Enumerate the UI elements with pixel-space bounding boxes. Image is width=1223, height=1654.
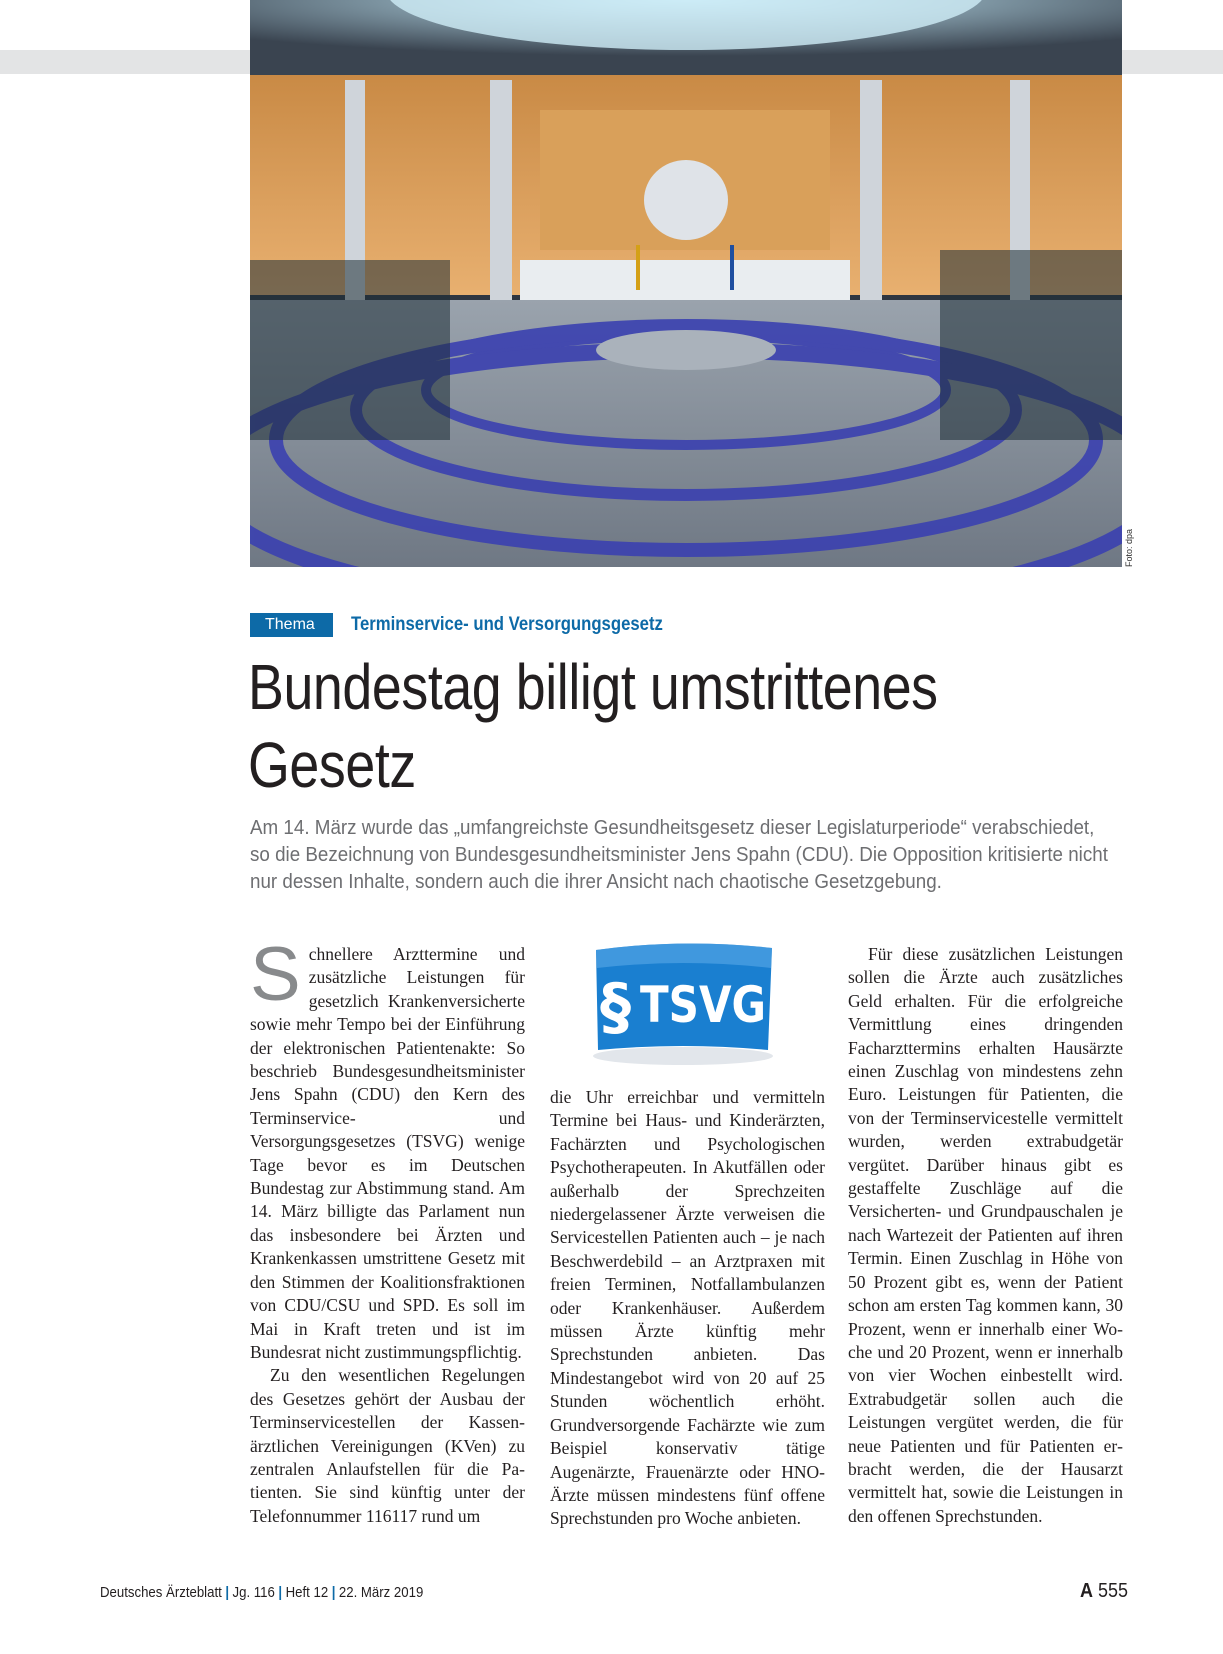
logo-text: TSVG xyxy=(640,976,766,1034)
kicker: Terminservice- und Versorgungsgesetz xyxy=(351,614,663,635)
lead-paragraph: Am 14. März wurde das „umfangreichste Gesundheitsgesetz dieser Legislaturperiode“ verabschiedet, so die Bezeichnung von Bundesgesundheitsminister Jens Spahn (CDU). Die Opposition kritisierte nicht nur dessen Inhalte, sondern auch die ihrer Ansicht nach chaotische Gesetzgebung. xyxy=(250,817,1108,893)
journal-issue: Heft 12 xyxy=(285,1584,329,1601)
bundestag-plenary-photo xyxy=(250,0,1122,567)
paragraph: Zu den wesentlichen Regelungen des Gesetzes gehört der Ausbau der Terminservicestellen der Kassenärztlichen Vereinigungen (KVen) zu zentralen Anlaufstellen für die Patienten. Sie sind künftig unter der Telefonnummer 116117 rund um xyxy=(250,1365,525,1526)
body-column-1 xyxy=(250,932,525,1528)
kicker-row xyxy=(250,613,705,637)
plenary-illustration xyxy=(250,0,1122,567)
tsvg-logo xyxy=(578,938,788,1070)
page-number xyxy=(1080,1580,1128,1603)
body-column-2 xyxy=(550,1086,825,1531)
paragraph xyxy=(250,932,525,1364)
journal-date: 22. März 2019 xyxy=(338,1584,424,1601)
headline: Bundestag billigt umstrittenes Gesetz xyxy=(248,651,938,801)
photo-credit: Foto: dpa xyxy=(1124,528,1134,567)
header-band-left xyxy=(0,50,250,74)
dropcap: S xyxy=(250,932,301,1017)
tsvg-logo-graphic xyxy=(578,938,788,1070)
page-number-value: 555 xyxy=(1098,1580,1129,1602)
page-prefix: A xyxy=(1080,1580,1094,1602)
journal-volume: Jg. 116 xyxy=(232,1584,275,1601)
paragraph-text: chnellere Arzttermine und zusätzliche Leistungen für gesetzlich Krankenversicherte sowie mehr Tempo bei der Einführung der elektronischen Patientenakte: So beschrieb Bundesgesundheitsminister Jens Spahn (CDU) den Kern des Terminservice- und Versorgungsgesetzes (TSVG) wenige Tage bevor es im Deutschen Bundestag zur Abstimmung stand. Am 14. März billigte das Parlament nun das insbesondere bei Ärzten und Krankenkassen umstrittene Gesetz mit den Stimmen der Koalitionsfraktionen von CDU/CSU und SPD. Es soll im Mai in Kraft treten und ist im Bundesrat nicht zustimmungspflichtig. xyxy=(250,944,525,1362)
journal-name: Deutsches Ärzteblatt xyxy=(100,1584,222,1601)
header-band-right xyxy=(1122,50,1223,74)
logo-symbol: § xyxy=(600,970,631,1043)
paragraph: die Uhr erreichbar und vermitteln Termine bei Haus- und Kinderärzten, Fachärzten und Psychologischen Psychotherapeuten. In Akutfällen oder außerhalb der Sprechzeiten niedergelassener Ärzte verweisen die Servicestellen Patienten auch – je nach Beschwerdebild – an Arztpraxen mit freien Terminen, Notfallambulanzen oder Krankenhäuser. Außerdem müssen Ärzte künftig mehr Sprechstunden anbieten. Das Mindestangebot wird von 20 auf 25 Stunden wöchentlich erhöht. Grundversorgende Fachärzte wie zum Beispiel konservativ tätige Augenärzte, Frauenärzte oder HNO-Ärzte müssen mindestens fünf offene Sprechstunden pro Woche anbieten. xyxy=(550,1087,825,1529)
section-tag: Thema xyxy=(250,613,333,637)
page-footer: Deutsches Ärzteblatt | Jg. 116 | Heft 12 | 22. März 2019 xyxy=(100,1584,424,1601)
paragraph: Für diese zusätzlichen Leistungen sollen die Ärzte auch zusätzliches Geld erhalten. Für die erfolgreiche Vermittlung eines dringenden Facharzttermins erhalten Hausärzte einen Zuschlag von mindestens zehn Euro. Leistungen für Patienten, die von der Terminservicestelle vermittelt wurden, werden extrabudgetär vergütet. Darüber hinaus gibt es gestaffelte Zuschläge auf die Versicherten- und Grundpauschalen je nach Wartezeit der Patienten auf ihren Termin. Einen Zuschlag in Höhe von 50 Prozent gibt es, wenn der Patient schon am ersten Tag kommen kann, 30 Prozent, wenn er innerhalb einer Woche und 20 Prozent, wenn er innerhalb von vier Wochen einbestellt wird. Extrabudgetär sollen auch die Leistungen vergütet werden, die für neue Patienten und für Patienten erbracht werden, die der Hausarzt vermittelt hat, sowie die Leistungen in den offenen Sprechstunden. xyxy=(848,944,1123,1526)
body-column-3 xyxy=(848,943,1123,1528)
